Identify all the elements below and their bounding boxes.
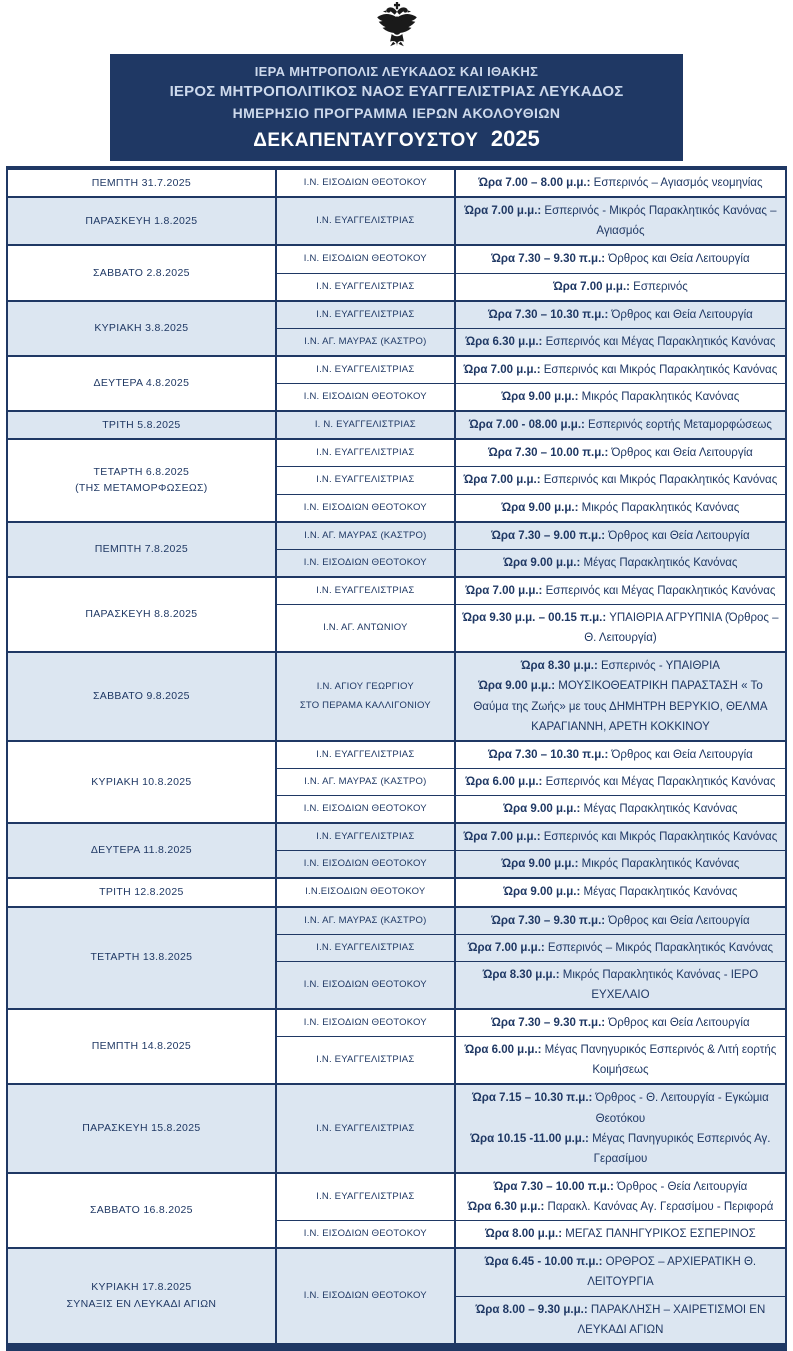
date-cell bbox=[7, 197, 276, 245]
church-line: Ι.Ν. ΕΙΣΟΔΙΩΝ ΘΕΟΤΟΚΟΥ bbox=[303, 1289, 427, 1301]
schedule-row bbox=[7, 823, 786, 851]
church-line: Ι.Ν. ΕΙΣΟΔΙΩΝ ΘΕΟΤΟΚΟΥ bbox=[303, 501, 427, 513]
program-title bbox=[118, 126, 675, 152]
header-banner bbox=[110, 54, 683, 161]
date-line: ΠΑΡΑΣΚΕΥΗ 1.8.2025 bbox=[85, 214, 198, 227]
church-cell bbox=[276, 273, 455, 301]
church-cell bbox=[276, 522, 455, 550]
date-cell bbox=[7, 577, 276, 652]
service-line: Ώρα 9.00 μ.μ.: ΜΟΥΣΙΚΟΘΕΑΤΡΙΚΗ ΠΑΡΑΣΤΑΣΗ « Το Θαύμα της Ζωής» με τους ΔΗΜΗΤΡΗ ΒΕΡΥΚΙΟ, ΘΕΛΜΑ ΚΑΡΑΓΙΑΝΝΗ, ΑΡΕΤΗ ΚΟΚΚΙΝΟΥ bbox=[473, 680, 768, 733]
schedule-row bbox=[7, 1248, 786, 1296]
church-cell bbox=[276, 878, 455, 906]
church-cell bbox=[276, 1009, 455, 1037]
church-line: Ι.Ν. ΕΥΑΓΓΕΛΙΣΤΡΙΑΣ bbox=[316, 831, 415, 843]
schedule-row bbox=[7, 878, 786, 906]
church-line: Ι.Ν.ΕΙΣΟΔΙΩΝ ΘΕΟΤΟΚΟΥ bbox=[305, 886, 426, 898]
service-cell bbox=[455, 384, 786, 412]
church-cell bbox=[276, 356, 455, 384]
service-line: Ώρα 7.00 μ.μ.: Εσπερινός και Μέγας Παρακλητικός Κανόνας bbox=[465, 584, 776, 597]
service-line: Ώρα 8.30 μ.μ.: Μικρός Παρακλητικός Κανόνας - ΙΕΡΟ ΕΥΧΕΛΑΙΟ bbox=[482, 968, 759, 1001]
church-cell bbox=[276, 768, 455, 795]
schedule-row bbox=[7, 652, 786, 741]
date-cell bbox=[7, 245, 276, 300]
date-cell bbox=[7, 168, 276, 197]
church-line: Ι.Ν. ΕΥΑΓΓΕΛΙΣΤΡΙΑΣ bbox=[316, 363, 415, 375]
church-line: Ι.Ν. ΕΙΣΟΔΙΩΝ ΘΕΟΤΟΚΟΥ bbox=[303, 1017, 427, 1029]
church-line: Ι.Ν. ΑΓ. ΜΑΥΡΑΣ (ΚΑΣΤΡΟ) bbox=[304, 914, 427, 926]
service-line: Ώρα 6.30 μ.μ.: Εσπερινός και Μέγας Παρακλητικός Κανόνας bbox=[465, 335, 776, 348]
schedule-row bbox=[7, 197, 786, 245]
church-cell bbox=[276, 605, 455, 653]
church-cell bbox=[276, 823, 455, 851]
schedule-row bbox=[7, 439, 786, 467]
church-line: Ι.Ν. ΕΙΣΟΔΙΩΝ ΘΕΟΤΟΚΟΥ bbox=[303, 858, 427, 870]
date-line: ΣΑΒΒΑΤΟ 16.8.2025 bbox=[89, 1204, 193, 1217]
cathedral-title: ΙΕΡΟΣ ΜΗΤΡΟΠΟΛΙΤΙΚΟΣ ΝΑΟΣ ΕΥΑΓΓΕΛΙΣΤΡΙΑΣ ΛΕΥΚΑΔΟΣ bbox=[169, 83, 624, 100]
service-cell bbox=[455, 1009, 786, 1037]
date-line: ΣΑΒΒΑΤΟ 9.8.2025 bbox=[93, 690, 190, 703]
service-cell bbox=[455, 411, 786, 439]
date-cell bbox=[7, 823, 276, 878]
church-line: Ι.Ν. ΑΓ. ΜΑΥΡΑΣ (ΚΑΣΤΡΟ) bbox=[304, 775, 427, 787]
service-line: Ώρα 6.30 μ.μ.: Παρακλ. Κανόνας Αγ. Γερασίμου - Περιφορά bbox=[467, 1201, 774, 1213]
church-cell bbox=[276, 549, 455, 577]
date-cell bbox=[7, 1009, 276, 1084]
service-line: Ώρα 6.00 μ.μ.: Μέγας Πανηγυρικός Εσπερινός & Λιτή εορτής Κοιμήσεως bbox=[464, 1044, 777, 1077]
church-line: Ι.Ν. ΑΓΙΟΥ ΓΕΩΡΓΙΟΥ bbox=[316, 681, 414, 693]
service-line: Ώρα 7.00 μ.μ.: Εσπερινός – Μικρός Παρακλητικός Κανόνας bbox=[467, 941, 774, 954]
church-cell bbox=[276, 851, 455, 879]
date-line: ΤΡΙΤΗ 12.8.2025 bbox=[99, 886, 184, 899]
date-cell bbox=[7, 301, 276, 356]
service-line: Ώρα 7.00 - 08.00 μ.μ.: Εσπερινός εορτής Μεταμορφώσεως bbox=[468, 419, 772, 432]
date-cell bbox=[7, 439, 276, 521]
church-line: Ι.Ν. ΕΙΣΟΔΙΩΝ ΘΕΟΤΟΚΟΥ bbox=[303, 177, 427, 189]
service-line: Ώρα 7.30 – 9.00 π.μ.: Όρθρος και Θεία Λειτουργία bbox=[491, 529, 750, 542]
service-cell bbox=[455, 245, 786, 273]
service-line: Ώρα 9.00 μ.μ.: Μέγας Παρακλητικός Κανόνας bbox=[503, 556, 738, 569]
service-cell bbox=[455, 467, 786, 494]
church-cell bbox=[276, 907, 455, 935]
service-line: Ώρα 7.30 – 10.30 π.μ.: Όρθρος και Θεία Λειτουργία bbox=[488, 308, 753, 321]
date-line: ΠΑΡΑΣΚΕΥΗ 15.8.2025 bbox=[82, 1122, 201, 1135]
emblem-area bbox=[0, 0, 793, 50]
church-line: Ι.Ν. ΕΥΑΓΓΕΛΙΣΤΡΙΑΣ bbox=[316, 584, 415, 596]
church-line: Ι.Ν. ΕΥΑΓΓΕΛΙΣΤΡΙΑΣ bbox=[316, 447, 415, 459]
service-line: Ώρα 8.30 μ.μ.: Εσπερινός - ΥΠΑΙΘΡΙΑ bbox=[520, 660, 720, 673]
church-cell bbox=[276, 301, 455, 329]
church-line: Ι.Ν. ΕΥΑΓΓΕΛΙΣΤΡΙΑΣ bbox=[316, 474, 415, 486]
church-cell bbox=[276, 494, 455, 522]
church-cell bbox=[276, 1173, 455, 1221]
service-cell bbox=[455, 168, 786, 197]
schedule-row bbox=[7, 1173, 786, 1221]
service-cell bbox=[455, 961, 786, 1009]
service-cell bbox=[455, 652, 786, 741]
schedule-row bbox=[7, 907, 786, 935]
church-cell bbox=[276, 796, 455, 824]
date-line: ΣΑΒΒΑΤΟ 2.8.2025 bbox=[93, 266, 190, 279]
date-cell bbox=[7, 878, 276, 906]
church-cell bbox=[276, 961, 455, 1009]
service-line: Ώρα 9.00 μ.μ.: Μέγας Παρακλητικός Κανόνας bbox=[503, 886, 738, 899]
date-cell bbox=[7, 411, 276, 439]
schedule-row bbox=[7, 356, 786, 384]
date-line: ΠΑΡΑΣΚΕΥΗ 8.8.2025 bbox=[85, 608, 198, 621]
church-line: Ι.Ν. ΕΥΑΓΓΕΛΙΣΤΡΙΑΣ bbox=[316, 1054, 415, 1066]
service-line: Ώρα 9.30 μ.μ. – 00.15 π.μ.: ΥΠΑΙΘΡΙΑ ΑΓΡΥΠΝΙΑ (Όρθρος – Θ. Λειτουργία) bbox=[462, 612, 779, 645]
service-cell bbox=[455, 1248, 786, 1296]
service-line: Ώρα 7.30 – 10.00 π.μ.: Όρθρος - Θεία Λειτουργία bbox=[493, 1180, 748, 1193]
date-line: ΚΥΡΙΑΚΗ 17.8.2025 bbox=[91, 1281, 192, 1294]
service-line: Ώρα 7.00 μ.μ.: Εσπερινός και Μικρός Παρακλητικός Κανόνας bbox=[463, 831, 778, 844]
service-line: Ώρα 6.00 μ.μ.: Εσπερινός και Μέγας Παρακλητικός Κανόνας bbox=[465, 775, 776, 788]
schedule-row bbox=[7, 741, 786, 769]
church-line: Ι.Ν. ΕΙΣΟΔΙΩΝ ΘΕΟΤΟΚΟΥ bbox=[303, 556, 427, 568]
service-cell bbox=[455, 605, 786, 653]
church-cell bbox=[276, 197, 455, 245]
service-line: Ώρα 7.30 – 10.00 π.μ.: Όρθρος και Θεία Λειτουργία bbox=[488, 447, 753, 460]
service-line: Ώρα 9.00 μ.μ.: Μικρός Παρακλητικός Κανόνας bbox=[501, 501, 740, 514]
church-line: Ι.Ν. ΕΙΣΟΔΙΩΝ ΘΕΟΤΟΚΟΥ bbox=[303, 978, 427, 990]
title-year: 2025 bbox=[490, 126, 540, 151]
date-cell bbox=[7, 1173, 276, 1248]
church-line: Ι.Ν. ΑΓ. ΑΝΤΩΝΙΟΥ bbox=[323, 622, 408, 634]
schedule-row bbox=[7, 245, 786, 273]
service-cell bbox=[455, 356, 786, 384]
service-line: Ώρα 9.00 μ.μ.: Μικρός Παρακλητικός Κανόνας bbox=[501, 391, 740, 403]
church-cell bbox=[276, 934, 455, 961]
church-cell bbox=[276, 1037, 455, 1085]
church-line: Ι.Ν. ΕΥΑΓΓΕΛΙΣΤΡΙΑΣ bbox=[316, 1122, 415, 1134]
service-line: Ώρα 7.30 – 9.30 π.μ.: Όρθρος και Θεία Λειτουργία bbox=[491, 1017, 750, 1029]
church-cell bbox=[276, 439, 455, 467]
service-line: Ώρα 7.00 μ.μ.: Εσπερινός και Μικρός Παρακλητικός Κανόνας bbox=[463, 363, 778, 376]
service-cell bbox=[455, 823, 786, 851]
service-cell bbox=[455, 851, 786, 879]
service-cell bbox=[455, 577, 786, 605]
schedule-row bbox=[7, 522, 786, 550]
schedule-row bbox=[7, 1009, 786, 1037]
service-line: Ώρα 7.30 – 9.30 π.μ.: Όρθρος και Θεία Λειτουργία bbox=[491, 253, 750, 266]
church-cell bbox=[276, 384, 455, 412]
date-cell bbox=[7, 356, 276, 411]
church-line: Ι.Ν. ΑΓ. ΜΑΥΡΑΣ (ΚΑΣΤΡΟ) bbox=[304, 529, 427, 541]
date-line: ΤΡΙΤΗ 5.8.2025 bbox=[102, 418, 181, 431]
service-line: Ώρα 7.00 μ.μ.: Εσπερινός bbox=[553, 280, 688, 293]
service-cell bbox=[455, 1084, 786, 1173]
date-line: ΔΕΥΤΕΡΑ 4.8.2025 bbox=[93, 377, 190, 390]
church-cell bbox=[276, 467, 455, 494]
service-line: Ώρα 8.00 – 9.30 μ.μ.: ΠΑΡΑΚΛΗΣΗ – ΧΑΙΡΕΤΙΣΜΟΙ ΕΝ ΛΕΥΚΑΔΙ ΑΓΙΩΝ bbox=[475, 1303, 766, 1336]
church-cell bbox=[276, 1248, 455, 1347]
service-cell bbox=[455, 549, 786, 577]
service-line: Ώρα 7.00 μ.μ.: Εσπερινός και Μικρός Παρακλητικός Κανόνας bbox=[463, 474, 778, 487]
service-cell bbox=[455, 273, 786, 301]
date-cell bbox=[7, 1248, 276, 1347]
title-month: ΔΕΚΑΠΕΝΤΑΥΓΟΥΣΤΟΥ bbox=[253, 130, 479, 151]
schedule-row bbox=[7, 301, 786, 329]
date-line: ΚΥΡΙΑΚΗ 3.8.2025 bbox=[94, 321, 189, 334]
church-line: Ι.Ν. ΕΥΑΓΓΕΛΙΣΤΡΙΑΣ bbox=[316, 748, 415, 760]
service-line: Ώρα 8.00 μ.μ.: ΜΕΓΑΣ ΠΑΝΗΓΥΡΙΚΟΣ ΕΣΠΕΡΙΝΟΣ bbox=[485, 1228, 756, 1241]
church-line: Ι.Ν. ΕΥΑΓΓΕΛΙΣΤΡΙΑΣ bbox=[316, 1190, 415, 1202]
service-line: Ώρα 7.15 – 10.30 π.μ.: Όρθρος - Θ. Λειτουργία - Εγκώμια Θεοτόκου bbox=[472, 1092, 769, 1125]
date-line: ΠΕΜΠΤΗ 7.8.2025 bbox=[94, 542, 188, 555]
church-line: Ι.Ν. ΕΙΣΟΔΙΩΝ ΘΕΟΤΟΚΟΥ bbox=[303, 253, 427, 265]
church-line: Ι.Ν. ΕΥΑΓΓΕΛΙΣΤΡΙΑΣ bbox=[316, 280, 415, 292]
church-line: ΣΤΟ ΠΕΡΑΜΑ ΚΑΛΛΙΓΟΝΙΟΥ bbox=[299, 699, 431, 711]
schedule-row bbox=[7, 577, 786, 605]
date-cell bbox=[7, 907, 276, 1010]
date-line: ΚΥΡΙΑΚΗ 10.8.2025 bbox=[91, 775, 192, 788]
church-cell bbox=[276, 577, 455, 605]
church-cell bbox=[276, 652, 455, 741]
church-line: Ι.Ν. ΕΙΣΟΔΙΩΝ ΘΕΟΤΟΚΟΥ bbox=[303, 803, 427, 815]
date-line: ΔΕΥΤΕΡΑ 11.8.2025 bbox=[90, 844, 192, 857]
metropolis-title: ΙΕΡΑ ΜΗΤΡΟΠΟΛΙΣ ΛΕΥΚΑΔΟΣ ΚΑΙ ΙΘΑΚΗΣ bbox=[254, 64, 539, 79]
service-cell bbox=[455, 301, 786, 329]
date-line: (ΤΗΣ ΜΕΤΑΜΟΡΦΩΣΕΩΣ) bbox=[75, 482, 208, 495]
date-cell bbox=[7, 741, 276, 823]
service-cell bbox=[455, 1037, 786, 1085]
service-cell bbox=[455, 494, 786, 522]
schedule-row bbox=[7, 1084, 786, 1173]
service-cell bbox=[455, 522, 786, 550]
church-line: Ι.Ν. ΕΥΑΓΓΕΛΙΣΤΡΙΑΣ bbox=[316, 215, 415, 227]
service-cell bbox=[455, 1173, 786, 1221]
date-line: ΣΥΝΑΞΙΣ ΕΝ ΛΕΥΚΑΔΙ ΑΓΙΩΝ bbox=[66, 1298, 217, 1310]
schedule-row bbox=[7, 411, 786, 439]
church-cell bbox=[276, 741, 455, 769]
double-headed-eagle-icon bbox=[374, 2, 420, 50]
church-cell bbox=[276, 1221, 455, 1249]
service-line: Ώρα 7.00 – 8.00 μ.μ.: Εσπερινός – Αγιασμός νεομηνίας bbox=[478, 177, 763, 189]
church-cell bbox=[276, 1084, 455, 1173]
service-line: Ώρα 7.30 – 10.30 π.μ.: Όρθρος και Θεία Λειτουργία bbox=[488, 748, 753, 761]
date-line: ΤΕΤΑΡΤΗ 13.8.2025 bbox=[90, 951, 193, 964]
church-line: Ι. Ν. ΕΥΑΓΓΕΛΙΣΤΡΙΑΣ bbox=[314, 419, 416, 431]
service-line: Ώρα 9.00 μ.μ.: Μικρός Παρακλητικός Κανόνας bbox=[501, 858, 740, 871]
service-cell bbox=[455, 934, 786, 961]
date-cell bbox=[7, 522, 276, 577]
date-cell bbox=[7, 652, 276, 741]
service-cell bbox=[455, 1221, 786, 1249]
church-line: Ι.Ν. ΕΥΑΓΓΕΛΙΣΤΡΙΑΣ bbox=[316, 941, 415, 953]
church-line: Ι.Ν. ΕΥΑΓΓΕΛΙΣΤΡΙΑΣ bbox=[316, 308, 415, 320]
service-cell bbox=[455, 439, 786, 467]
church-cell bbox=[276, 411, 455, 439]
service-cell bbox=[455, 197, 786, 245]
service-cell bbox=[455, 907, 786, 935]
program-subtitle: ΗΜΕΡΗΣΙΟ ΠΡΟΓΡΑΜΜΑ ΙΕΡΩΝ ΑΚΟΛΟΥΘΙΩΝ bbox=[232, 105, 561, 121]
service-line: Ώρα 7.00 μ.μ.: Εσπερινός - Μικρός Παρακλητικός Κανόνας – Αγιασμός bbox=[464, 205, 777, 238]
service-cell bbox=[455, 1296, 786, 1347]
date-line: ΠΕΜΠΤΗ 31.7.2025 bbox=[91, 176, 192, 189]
service-cell bbox=[455, 796, 786, 824]
date-line: ΤΕΤΑΡΤΗ 6.8.2025 bbox=[93, 465, 190, 478]
schedule-table bbox=[6, 166, 787, 1351]
service-line: Ώρα 9.00 μ.μ.: Μέγας Παρακλητικός Κανόνας bbox=[503, 803, 738, 815]
church-line: Ι.Ν. ΕΙΣΟΔΙΩΝ ΘΕΟΤΟΚΟΥ bbox=[303, 391, 427, 403]
church-line: Ι.Ν. ΕΙΣΟΔΙΩΝ ΘΕΟΤΟΚΟΥ bbox=[303, 1228, 427, 1240]
church-cell bbox=[276, 168, 455, 197]
service-cell bbox=[455, 741, 786, 769]
church-line: Ι.Ν. ΑΓ. ΜΑΥΡΑΣ (ΚΑΣΤΡΟ) bbox=[304, 335, 427, 347]
service-line: Ώρα 6.45 - 10.00 π.μ.: ΟΡΘΡΟΣ – ΑΡΧΙΕΡΑΤΙΚΗ Θ. ΛΕΙΤΟΥΡΓΙΑ bbox=[484, 1256, 757, 1289]
church-cell bbox=[276, 328, 455, 356]
date-cell bbox=[7, 1084, 276, 1173]
service-cell bbox=[455, 328, 786, 356]
schedule-row bbox=[7, 168, 786, 197]
service-cell bbox=[455, 878, 786, 906]
date-line: ΠΕΜΠΤΗ 14.8.2025 bbox=[91, 1040, 192, 1053]
service-line: Ώρα 7.30 – 9.30 π.μ.: Όρθρος και Θεία Λειτουργία bbox=[491, 914, 750, 927]
service-cell bbox=[455, 768, 786, 795]
church-cell bbox=[276, 245, 455, 273]
service-line: Ώρα 10.15 -11.00 μ.μ.: Μέγας Πανηγυρικός Εσπερινός Αγ. Γερασίμου bbox=[470, 1132, 771, 1165]
